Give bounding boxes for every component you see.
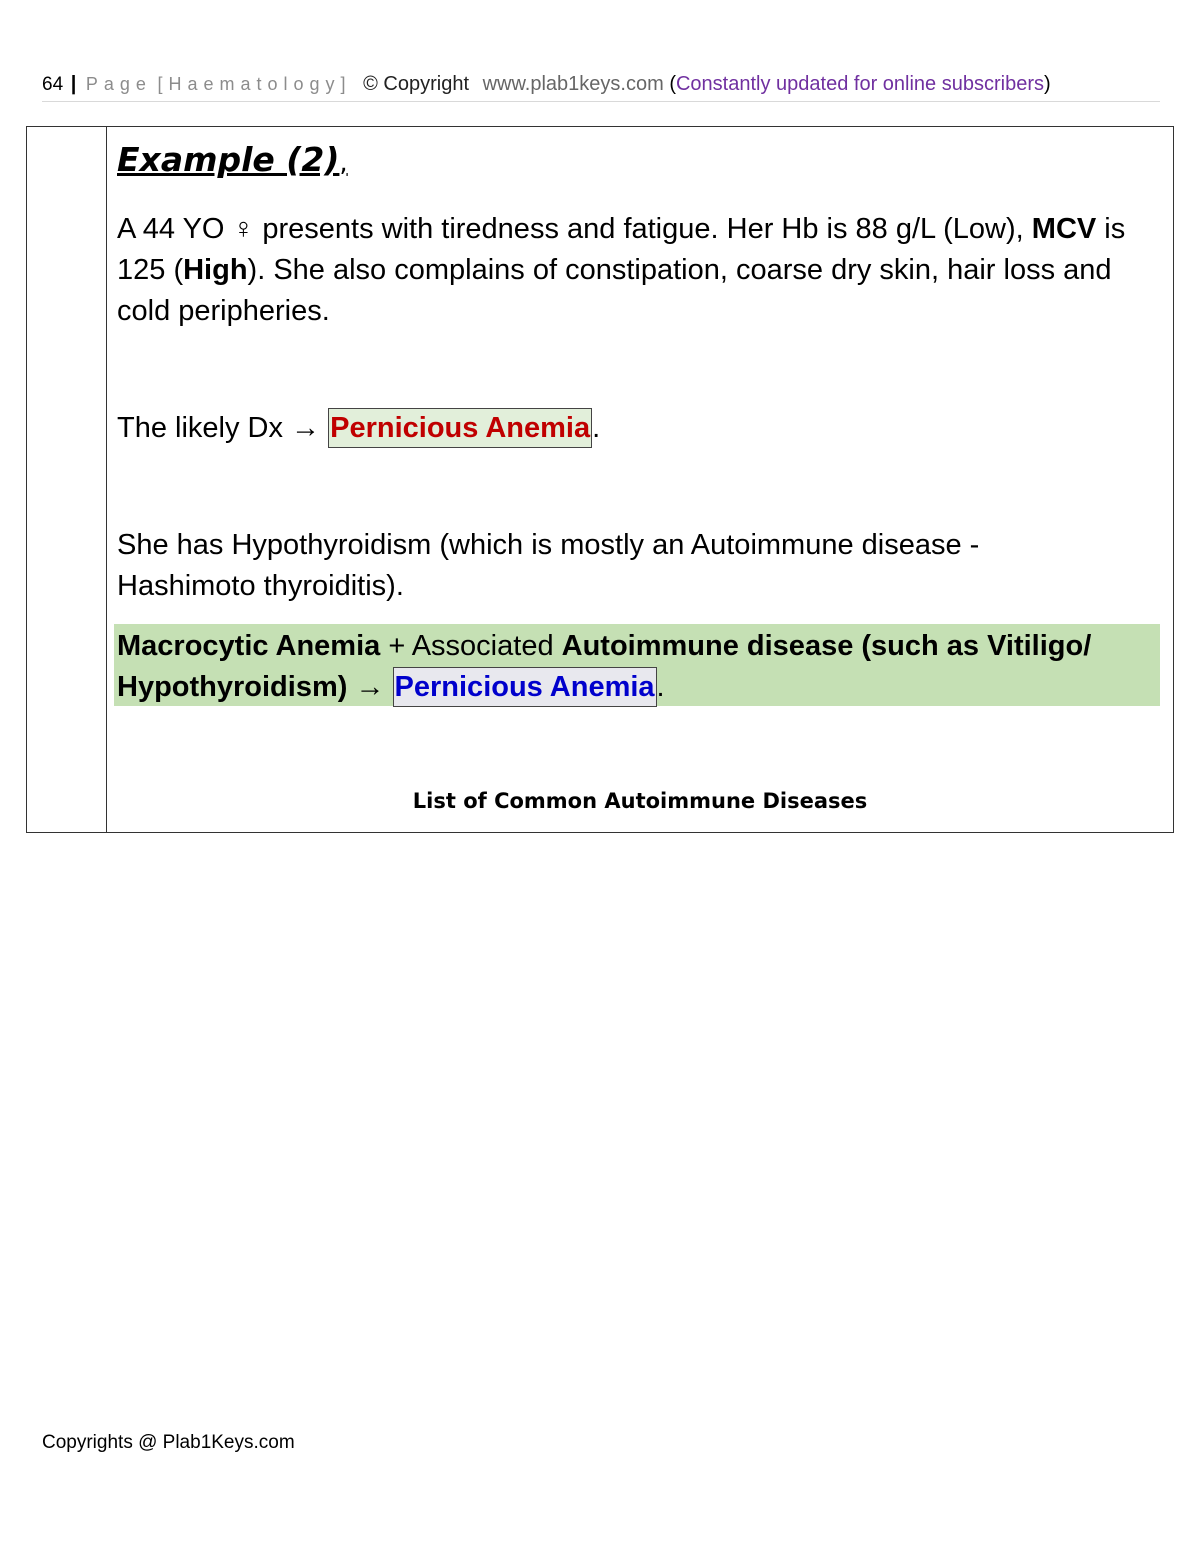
key-point-text (117, 626, 1157, 708)
key-point-answer-box: Pernicious Anemia (393, 667, 657, 707)
key-point-bold-2: Autoimmune disease (such as Vitiligo/ Hypothyroidism) (117, 630, 1092, 703)
example-title-suffix: , (339, 148, 348, 178)
section-label: [Haematology] (157, 74, 352, 94)
example-title-text: Example (2) (117, 140, 340, 179)
diagnosis-answer-box: Pernicious Anemia (328, 408, 592, 448)
diagnosis-line (117, 408, 1157, 449)
case-text-2: is 125 ( (117, 213, 1126, 286)
key-point-bold-1: Macrocytic Anemia (117, 630, 381, 662)
case-paragraph (117, 209, 1157, 332)
case-bold-high: High (183, 254, 248, 286)
diagnosis-suffix: . (592, 412, 601, 444)
case-text-1: A 44 YO ♀ presents with tiredness and fatigue. Her Hb is 88 g/L (Low), (117, 213, 1032, 245)
page-header (42, 70, 1160, 102)
header-separator: | (70, 73, 77, 95)
page-footer: Copyrights @ Plab1Keys.com (42, 1432, 295, 1453)
case-text-3: ). She also complains of constipation, coarse dry skin, hair loss and cold peripheries. (117, 254, 1112, 327)
case-bold-mcv: MCV (1031, 213, 1097, 245)
diagnosis-prefix: The likely Dx → (117, 412, 329, 444)
example-table (26, 126, 1174, 833)
paren-close: ) (1043, 73, 1051, 95)
copyright-text: © Copyright (363, 73, 469, 95)
table-left-column (27, 127, 107, 832)
explanation-paragraph: She has Hypothyroidism (which is mostly an Autoimmune disease - Hashimoto thyroiditis). (117, 529, 980, 602)
example-title (117, 139, 348, 184)
list-title: List of Common Autoimmune Diseases (412, 789, 868, 813)
key-point-suffix: . (656, 671, 665, 703)
key-point-arrow: → (347, 671, 393, 703)
page-label: Page (85, 74, 152, 94)
update-note: Constantly updated for online subscribers (675, 73, 1044, 95)
website-link[interactable]: www.plab1keys.com (482, 73, 664, 95)
paren-open: ( (669, 73, 676, 95)
key-point-text-1: + Associated (380, 630, 562, 662)
page-number: 64 (42, 74, 64, 95)
